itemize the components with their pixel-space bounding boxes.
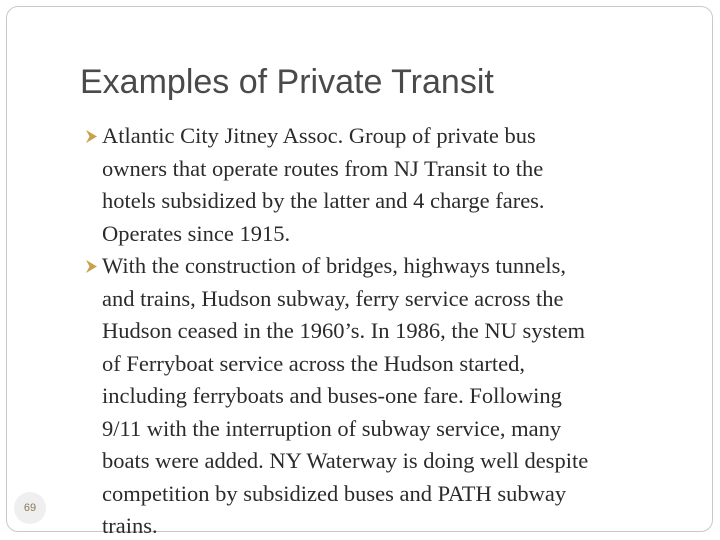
slide-title: Examples of Private Transit — [80, 63, 494, 101]
bullet-text-line: boats were added. NY Waterway is doing well despite — [102, 448, 589, 473]
bullet-item — [83, 120, 703, 250]
bullet-text-line: 9/11 with the interruption of subway service, many — [102, 415, 562, 441]
bullet-list — [83, 120, 703, 540]
bullet-text-line: trains. — [102, 513, 158, 538]
bullet-arrow-icon — [83, 120, 102, 152]
slide-number-badge: 69 — [14, 492, 46, 524]
bullet-text-line: Hudson ceased in the 1960’s. In 1986, the NU system — [102, 318, 586, 343]
bullet-text-line: including ferryboats and buses-one fare. Following — [102, 383, 562, 408]
bullet-text-line: hotels subsidized by the latter and 4 charge fares. — [102, 188, 545, 213]
bullet-text-line: With the construction of bridges, highways tunnels, — [102, 253, 567, 278]
bullet-item — [83, 250, 703, 540]
bullet-text-line: owners that operate routes from NJ Transit to the — [102, 155, 544, 181]
bullet-arrow-icon — [83, 250, 102, 282]
bullet-text-line: Operates since 1915. — [102, 220, 291, 246]
bullet-text-line: Atlantic City Jitney Assoc. Group of private bus — [102, 123, 536, 148]
bullet-text-line: and trains, Hudson subway, ferry service across the — [102, 285, 564, 311]
bullet-text-line: competition by subsidized buses and PATH subway — [102, 480, 567, 506]
bullet-text-line: of Ferryboat service across the Hudson started, — [102, 350, 525, 376]
